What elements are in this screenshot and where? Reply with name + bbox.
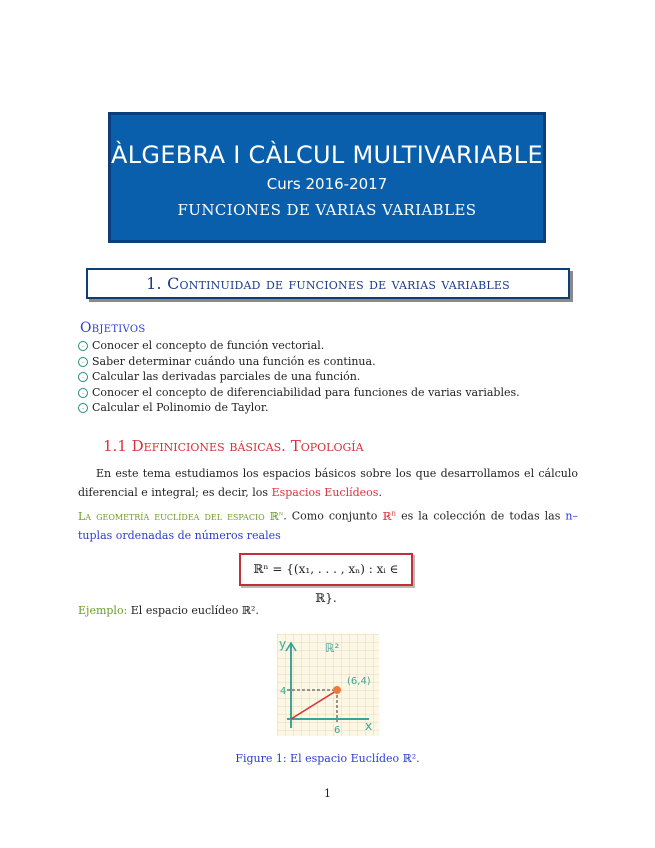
euclidean-spaces-link: Espacios Euclídeos <box>271 486 379 499</box>
example-line: Ejemplo: El espacio euclídeo ℝ². <box>78 604 259 617</box>
space-label: ℝ² <box>325 641 340 655</box>
objective-item: · Conocer el concepto de función vectorial. <box>78 339 324 352</box>
figure-image <box>277 634 379 740</box>
formula-text: ℝⁿ = {(x₁, . . . , xₙ) : xᵢ ∈ ℝ}. <box>253 562 399 605</box>
subsection-title: Definiciones básicas. Topología <box>131 437 364 455</box>
subsection-heading <box>103 437 364 455</box>
page-number: 1 <box>324 787 331 800</box>
document-title: ÀLGEBRA I CÀLCUL MULTIVARIABLE <box>111 141 543 169</box>
objective-item: · Calcular las derivadas parciales de una función. <box>78 370 360 383</box>
bullet-icon: · <box>78 341 88 351</box>
objective-item: · Calcular el Polinomio de Taylor. <box>78 401 268 414</box>
y-tick-label: 4 <box>280 686 287 697</box>
set-symbol: ℝ$^n$ <box>382 509 397 523</box>
example-label: Ejemplo: <box>78 604 128 617</box>
bullet-icon: · <box>78 388 88 398</box>
y-axis-label: y <box>279 637 287 651</box>
x-axis-label: x <box>365 719 373 733</box>
document-subtitle: FUNCIONES DE VARIAS VARIABLES <box>177 201 477 219</box>
section-heading: 1. Continuidad de funciones de varias variables <box>86 268 570 299</box>
subsection-number: 1.1 <box>103 437 127 455</box>
course-year: Curs 2016-2017 <box>266 175 388 193</box>
definition-lead: La geometría euclídea del espacio ℝ$^n$ <box>78 509 284 523</box>
objective-item: · Saber determinar cuándo una función es continua. <box>78 355 376 368</box>
point-marker <box>333 686 341 694</box>
x-tick-label: 6 <box>334 725 341 736</box>
coordinate-plot <box>277 634 379 736</box>
definition-paragraph: La geometría euclídea del espacio ℝ$^n$. Como conjunto ℝ$^n$ es la colección de todas las n–tuplas ordenadas de números reales <box>78 509 578 542</box>
figure-caption: Figure 1: El espacio Euclídeo ℝ². <box>235 752 420 765</box>
objectives-title: Objetivos <box>80 320 146 336</box>
intro-paragraph: En este tema estudiamos los espacios básicos sobre los que desarrollamos el cálculo diferencial e integral; es decir, los Espacios Euclídeos. <box>78 467 578 499</box>
title-banner <box>108 112 546 243</box>
bullet-icon: · <box>78 357 88 367</box>
objective-item: · Conocer el concepto de diferenciabilidad para funciones de varias variables. <box>78 386 520 399</box>
bullet-icon: · <box>78 372 88 382</box>
formula-box <box>239 553 413 605</box>
bullet-icon: · <box>78 403 88 413</box>
point-label: (6,4) <box>347 676 371 687</box>
ntuplas-text: n–tuplas ordenadas de números reales <box>78 509 578 542</box>
